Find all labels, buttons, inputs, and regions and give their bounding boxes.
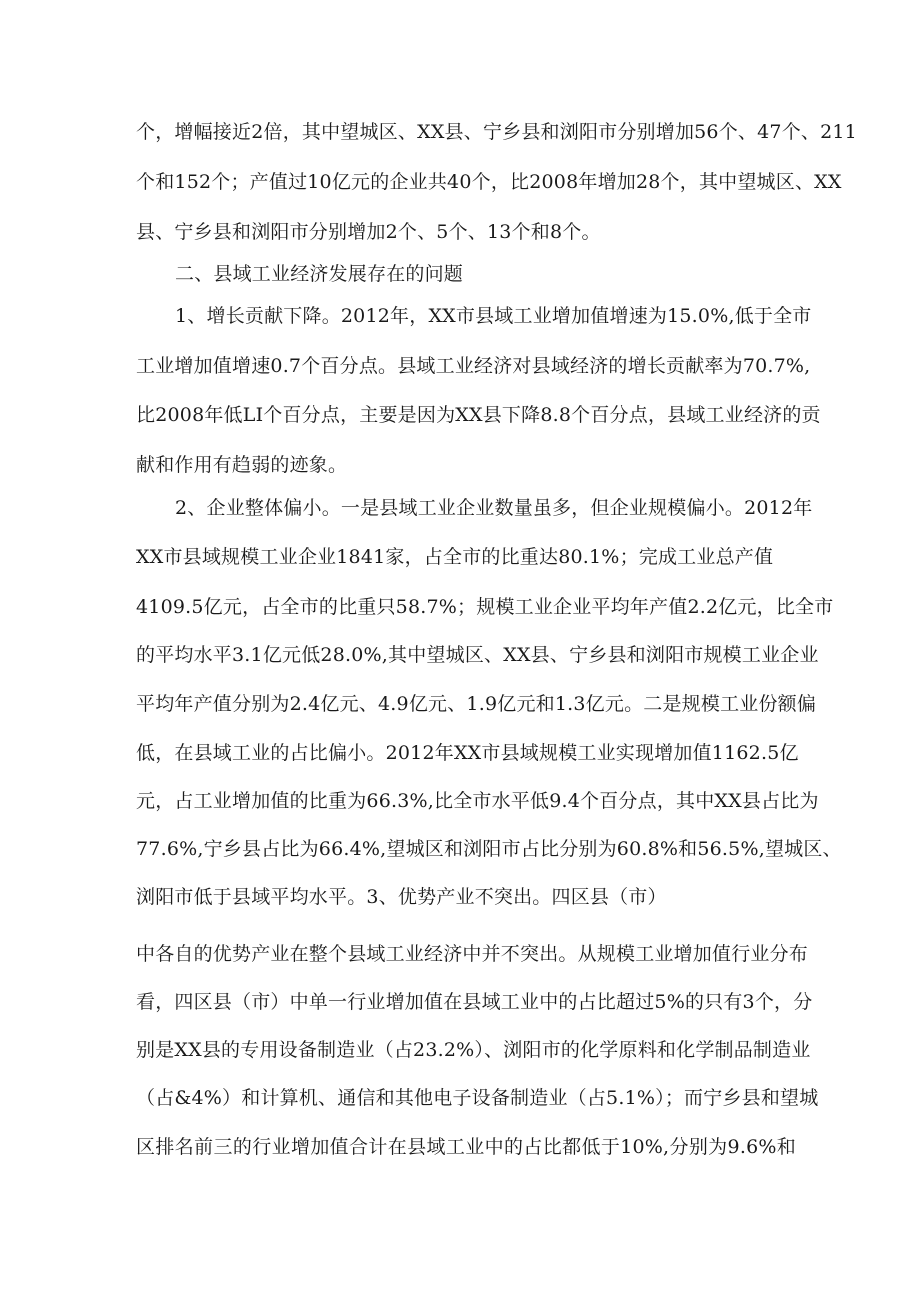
text-line: 县、宁乡县和浏阳市分别增加2个、5个、13个和8个。 (136, 221, 601, 243)
text-line: 浏阳市低于县域平均水平。3、优势产业不突出。四区县（市） (136, 886, 667, 908)
text-line: 比2008年低LI个百分点，主要是因为XX县下降8.8个百分点，县域工业经济的贡 (136, 404, 821, 426)
text-line: 平均年产值分别为2.4亿元、4.9亿元、1.9亿元和1.3亿元。二是规模工业份额偏 (136, 693, 817, 715)
text-line: 77.6%,宁乡县占比为66.4%,望城区和浏阳市占比分别为60.8%和56.5%,望城区、 (136, 838, 842, 860)
text-line: 的平均水平3.1亿元低28.0%,其中望城区、XX县、宁乡县和浏阳市规模工业企业 (136, 644, 819, 666)
text-line: 2、企业整体偏小。一是县域工业企业数量虽多，但企业规模偏小。2012年 (175, 497, 813, 519)
text-line: 4109.5亿元，占全市的比重只58.7%；规模工业企业平均年产值2.2亿元，比全市 (136, 596, 834, 618)
text-line: 低，在县域工业的占比偏小。2012年XX市县域规模工业实现增加值1162.5亿 (136, 742, 799, 764)
text-line: 个，增幅接近2倍，其中望城区、XX县、宁乡县和浏阳市分别增加56个、47个、211 (136, 121, 857, 143)
text-line: 看，四区县（市）中单一行业增加值在县域工业中的占比超过5%的只有3个，分 (136, 991, 813, 1013)
text-line: 1、增长贡献下降。2012年，XX市县域工业增加值增速为15.0%,低于全市 (175, 305, 812, 327)
text-line: 中各自的优势产业在整个县域工业经济中并不突出。从规模工业增加值行业分布 (136, 943, 809, 965)
text-line: 别是XX县的专用设备制造业（占23.2%）、浏阳市的化学原料和化学制品制造业 (136, 1039, 811, 1061)
text-line: XX市县域规模工业企业1841家，占全市的比重达80.1%；完成工业总产值 (136, 546, 774, 568)
text-line: 个和152个；产值过10亿元的企业共40个，比2008年增加28个，其中望城区、XX (136, 171, 842, 193)
text-line: 区排名前三的行业增加值合计在县域工业中的占比都低于10%,分别为9.6%和 (136, 1136, 796, 1158)
text-line: 献和作用有趋弱的迹象。 (136, 454, 348, 476)
text-line: 工业增加值增速0.7个百分点。县域工业经济对县域经济的增长贡献率为70.7%, (136, 355, 811, 377)
text-line: （占&4%）和计算机、通信和其他电子设备制造业（占5.1%）；而宁乡县和望城 (136, 1087, 819, 1109)
text-line: 元，占工业增加值的比重为66.3%,比全市水平低9.4个百分点，其中XX县占比为 (136, 790, 819, 812)
section-heading: 二、县域工业经济发展存在的问题 (175, 263, 464, 285)
